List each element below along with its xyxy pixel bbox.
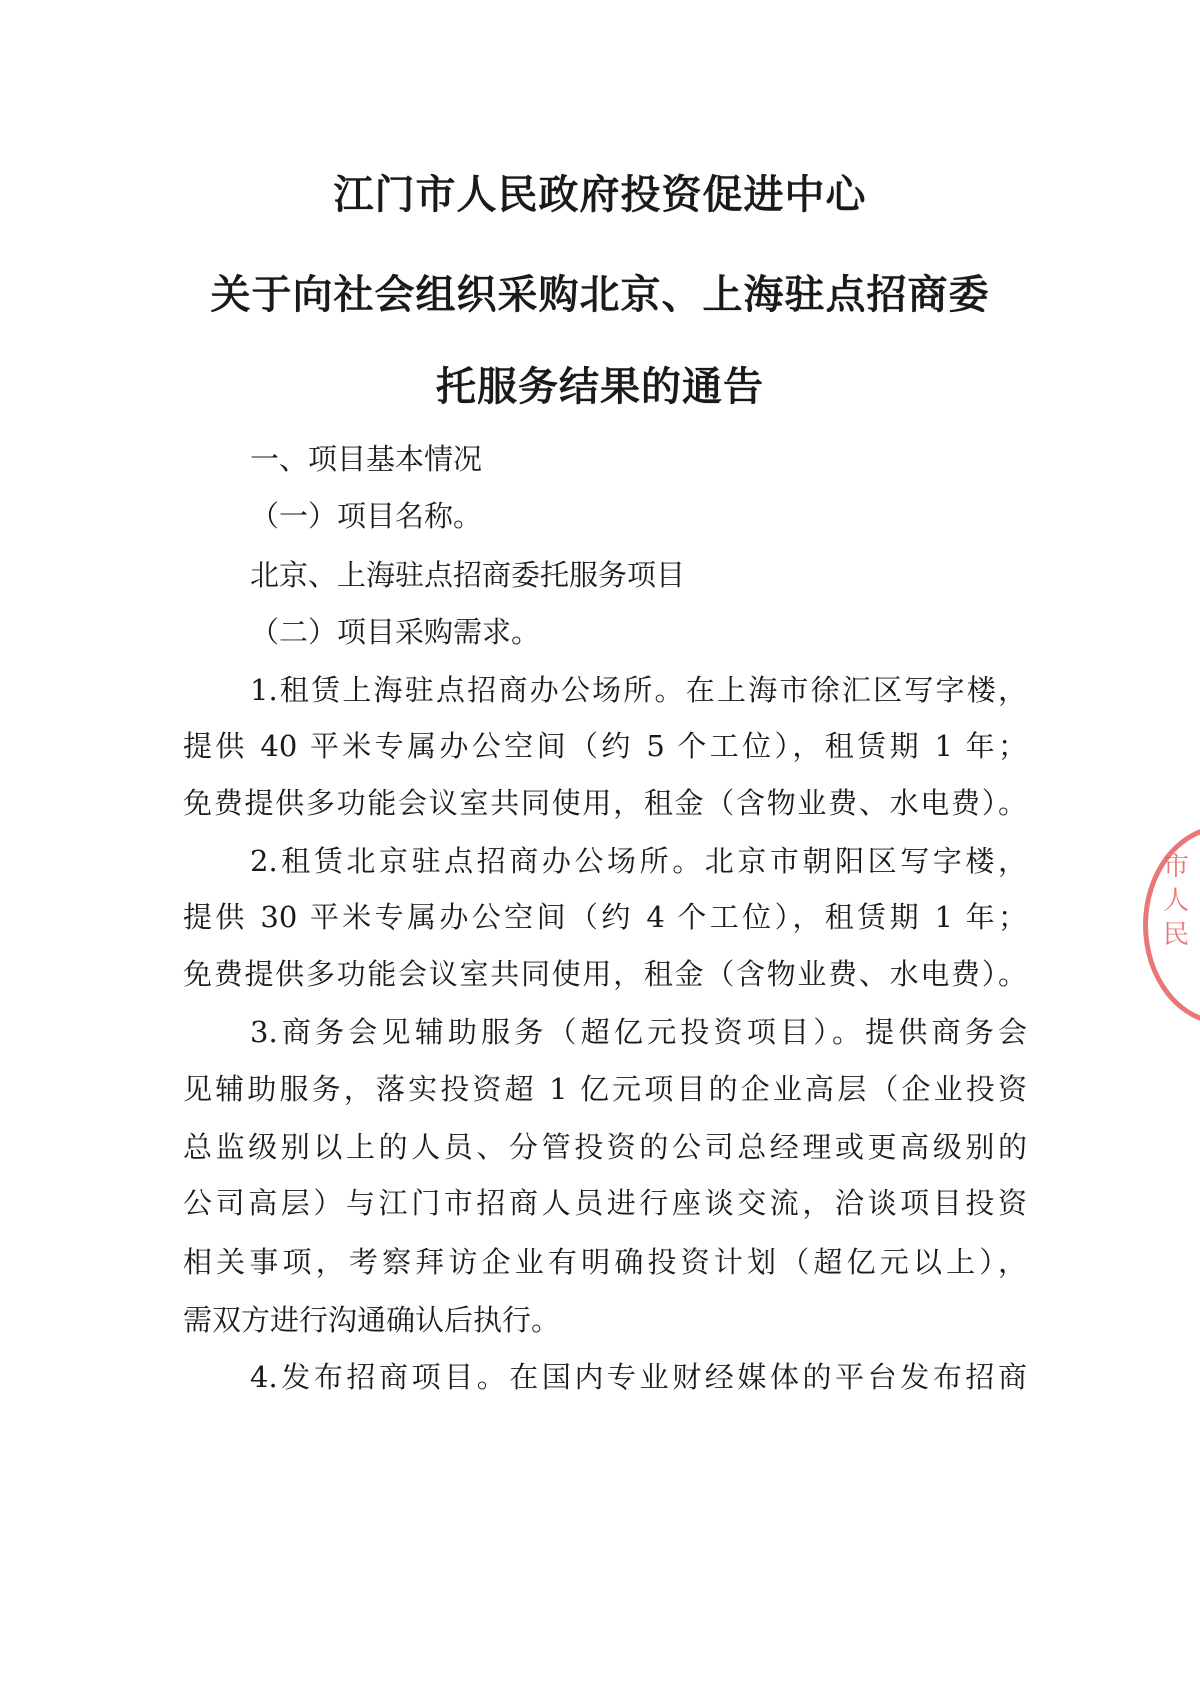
body-line: 提供 30 平米专属办公空间（约 4 个工位），租赁期 1 年； (183, 900, 1027, 934)
body-line: 需双方进行沟通确认后执行。 (183, 1303, 561, 1337)
section-heading-basic-info: 一、项目基本情况 (250, 442, 483, 476)
official-seal-text: 市人民 (1163, 852, 1190, 950)
body-line: 相关事项，考察拜访企业有明确投资计划（超亿元以上）， (183, 1245, 1027, 1279)
subsection-heading-project-name: （一）项目名称。 (250, 499, 483, 533)
project-name-text: 北京、上海驻点招商委托服务项目 (250, 558, 686, 592)
body-line: 见辅助服务，落实投资超 1 亿元项目的企业高层（企业投资 (183, 1072, 1027, 1106)
document-title-line-2: 关于向社会组织采购北京、上海驻点招商委 (210, 272, 990, 318)
body-line: 总监级别以上的人员、分管投资的公司总经理或更高级别的 (183, 1130, 1027, 1164)
body-line: 2.租赁北京驻点招商办公场所。北京市朝阳区写字楼， (250, 844, 1027, 878)
document-title-line-3: 托服务结果的通告 (436, 364, 764, 410)
body-line: 4.发布招商项目。在国内专业财经媒体的平台发布招商 (250, 1360, 1027, 1394)
body-line: 免费提供多功能会议室共同使用，租金（含物业费、水电费）。 (183, 957, 1027, 991)
body-line: 免费提供多功能会议室共同使用，租金（含物业费、水电费）。 (183, 786, 1027, 820)
body-line: 提供 40 平米专属办公空间（约 5 个工位），租赁期 1 年； (183, 729, 1027, 763)
document-title-line-1: 江门市人民政府投资促进中心 (333, 172, 867, 218)
body-line: 公司高层）与江门市招商人员进行座谈交流，洽谈项目投资 (183, 1186, 1027, 1220)
subsection-heading-requirements: （二）项目采购需求。 (250, 615, 541, 649)
body-line: 1.租赁上海驻点招商办公场所。在上海市徐汇区写字楼， (250, 673, 1027, 707)
body-line: 3.商务会见辅助服务（超亿元投资项目）。提供商务会 (250, 1015, 1027, 1049)
